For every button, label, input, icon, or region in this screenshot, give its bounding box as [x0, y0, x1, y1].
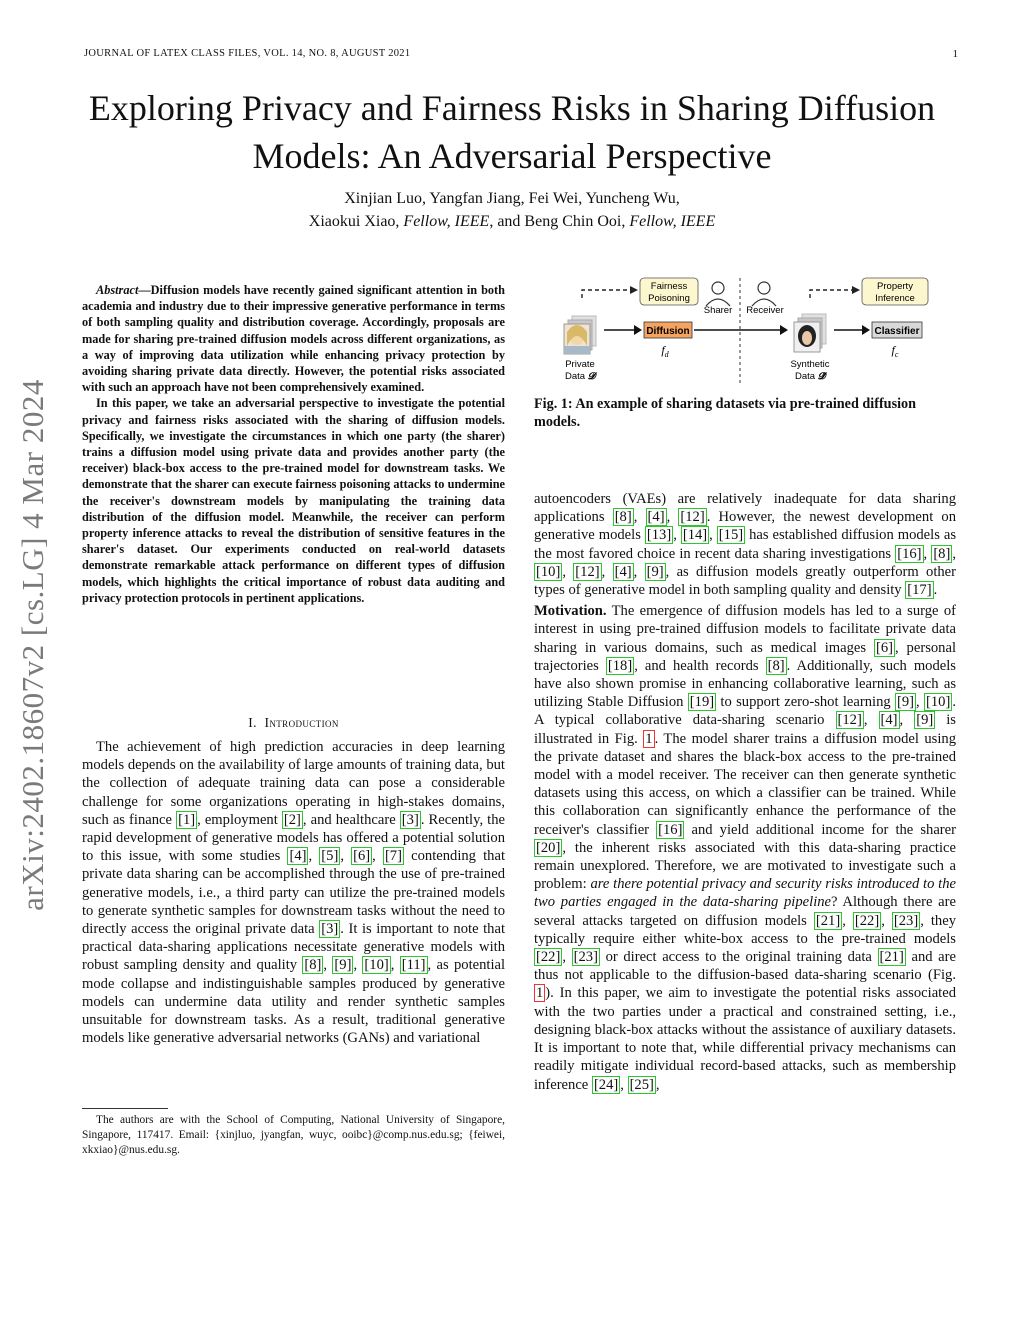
classifier-label: Classifier	[874, 326, 920, 337]
citation-link[interactable]: [21]	[815, 912, 841, 929]
citation-link[interactable]: [2]	[283, 811, 301, 828]
dashed-arrow-left	[582, 290, 630, 298]
fd-symbol: $f_d$	[661, 343, 669, 359]
citation-link[interactable]: [21]	[879, 949, 904, 966]
figure-link[interactable]: 1	[536, 985, 544, 1002]
receiver-label: Receiver	[746, 305, 784, 316]
private-data-label-1: Private	[565, 359, 595, 370]
citation-link[interactable]: [13]	[646, 527, 672, 544]
citation-link[interactable]: [3]	[401, 811, 419, 828]
sharer-label: Sharer	[703, 305, 733, 316]
paragraph-autoencoders: autoencoders (VAEs) are relatively inadequate for data sharing applications [8] , [4] , [12] . However, the newest development on generative models [13] , [14] , [15] has established diffusion models as the most favored choice in recent data sharing investigations [16] , [8] , [10] , [12] , [4] , [9] , as diffusion models greatly outperform other types of generative model in both sampling quality and density [17] .	[534, 491, 957, 599]
citation-link[interactable]: [8]	[767, 657, 785, 674]
citation-link[interactable]: [22]	[854, 912, 880, 929]
arxiv-stamp: arXiv:2402.18607v2 [cs.LG] 4 Mar 2024	[15, 379, 50, 911]
author-line-1: Xinjian Luo, Yangfan Jiang, Fei Wei, Yuncheng Wu,	[344, 190, 680, 207]
citation-link[interactable]: [10]	[364, 957, 389, 974]
citation-link[interactable]: [8]	[933, 545, 951, 562]
citation-link[interactable]: [14]	[682, 527, 708, 544]
introduction-text	[82, 738, 505, 1047]
citation-link[interactable]: [9]	[334, 957, 352, 974]
citation-link[interactable]: [8]	[614, 509, 632, 526]
citation-link[interactable]: [9]	[897, 694, 915, 711]
citation-link[interactable]: [8]	[304, 957, 322, 974]
citation-link[interactable]: [20]	[536, 839, 561, 856]
author-list	[120, 187, 904, 233]
receiver-person-icon	[752, 282, 776, 306]
footnote-rule	[82, 1108, 168, 1109]
arrowhead-icon	[852, 286, 860, 294]
citation-link[interactable]: [10]	[926, 694, 951, 711]
citation-link[interactable]: [9]	[916, 712, 934, 729]
citation-link[interactable]: [24]	[593, 1076, 619, 1093]
footnote: The authors are with the School of Computing, National University of Singapore, Singapore, 117417. Email: {xinjluo, jyangfan, wuyc, ooibc}@comp.nus.edu.sg; {feiwei, xkxiao}@nus.edu.sg.	[82, 1114, 505, 1156]
citation-link[interactable]: [7]	[384, 848, 402, 865]
citation-link[interactable]: [5]	[321, 848, 339, 865]
synthetic-data-image-stack	[794, 314, 826, 352]
intro-paragraph: The achievement of high prediction accuracies in deep learning models depends on the availability of large amounts of training data, but the collection of adequate training data can pose a considerable challenge for some organizations operating in high-stakes domains, such as finance [1] , employment [2] , and healthcare [3] . Recently, the rapid development of generative models has offered a potential solution to this issue, with some studies [4] , [5] , [6] , [7] contending that private data sharing can be accomplished through the use of pre-trained generative models, i.e., a third party can utilize the pre-trained models to generate synthetic samples for downstream tasks without the need to directly access the original private data [3] . It is important to note that practical data-sharing applications necessitate generative models with robust sampling density and quality [8] , [9] , [10] , [11] , as potential mode collapse and indistinguishable samples produced by generative models can undermine data utility and render synthetic samples unsuitable for downstream tasks. As a result, traditional generative models like generative adversarial networks (GANs) and variational	[82, 739, 506, 1047]
private-data-label-2: Data 𝓓	[564, 371, 596, 382]
citation-link[interactable]: [19]	[689, 694, 715, 711]
citation-link[interactable]: [23]	[893, 912, 919, 929]
citation-link[interactable]: [4]	[880, 712, 898, 729]
citation-link[interactable]: [4]	[289, 848, 307, 865]
citation-link[interactable]: [12]	[837, 712, 862, 729]
dashed-arrow-right	[810, 290, 852, 298]
citation-link[interactable]: [17]	[907, 582, 932, 599]
figure-1-caption: Fig. 1: An example of sharing datasets via pre-trained diffusion models.	[534, 396, 917, 430]
citation-link[interactable]: [6]	[353, 848, 371, 865]
citation-link[interactable]: [16]	[897, 545, 922, 562]
citation-link[interactable]: [1]	[178, 811, 196, 828]
diffusion-label: Diffusion	[646, 326, 690, 337]
abstract-paragraph-1: Abstract—Diffusion models have recently gained significant attention in both academia and industry due to their impressive generative performance in terms of both sampling quality and distribution coverage. Accordingly, proposals are made for sharing pre-trained diffusion models across different organizations, as a way of improving data utilization while enhancing privacy protection by avoiding sharing private data directly. However, the potential risks associated with such an approach have not been comprehensively examined.	[82, 283, 505, 395]
fairness-poisoning-label-2: Poisoning	[648, 293, 690, 304]
running-header: JOURNAL OF LATEX CLASS FILES, VOL. 14, NO. 8, AUGUST 2021	[84, 48, 411, 59]
sharer-person-icon	[706, 282, 730, 306]
page-number: 1	[952, 48, 958, 60]
citation-link[interactable]: [16]	[658, 821, 683, 838]
synthetic-data-label-2: Data 𝓓̂	[794, 371, 826, 382]
citation-link[interactable]: [4]	[647, 509, 665, 526]
citation-link[interactable]: [6]	[875, 639, 894, 656]
citation-link[interactable]: [4]	[614, 563, 632, 580]
property-inference-label-1: Property	[877, 281, 913, 292]
arrowhead-icon	[634, 325, 642, 335]
citation-link[interactable]: [15]	[718, 527, 744, 544]
citation-link[interactable]: [10]	[536, 563, 561, 580]
private-data-image-stack	[564, 316, 596, 354]
citation-link[interactable]: [11]	[401, 957, 426, 974]
abstract	[82, 282, 505, 606]
citation-link[interactable]: [12]	[680, 509, 705, 526]
right-column-text	[534, 490, 956, 1094]
author-line-2: Xiaokui Xiao, Fellow, IEEE, and Beng Chin Ooi, Fellow, IEEE	[308, 213, 716, 230]
citation-link[interactable]: [18]	[607, 657, 633, 674]
figure-link[interactable]: 1	[645, 730, 653, 747]
citation-link[interactable]: [22]	[536, 949, 561, 966]
citation-link[interactable]: [9]	[646, 563, 664, 580]
arrowhead-icon	[630, 286, 638, 294]
arrowhead-icon	[780, 325, 788, 335]
citation-link[interactable]: [12]	[575, 563, 600, 580]
citation-link[interactable]: [25]	[629, 1076, 654, 1093]
citation-link[interactable]: [23]	[573, 949, 598, 966]
citation-link[interactable]: [3]	[321, 921, 339, 938]
paper-title: Exploring Privacy and Fairness Risks in Sharing Diffusion Models: An Adversarial Perspective	[88, 88, 936, 176]
figure-1-diagram	[552, 276, 942, 388]
section-heading: I. Introduction	[248, 715, 339, 730]
fc-symbol: $f_c$	[891, 343, 899, 359]
property-inference-label-2: Inference	[875, 293, 915, 304]
fairness-poisoning-label-1: Fairness	[650, 281, 688, 292]
abstract-paragraph-2: In this paper, we take an adversarial perspective to investigate the potential privacy and fairness risks associated with the sharing of diffusion models. Specifically, we investigate the circumstances in which one party (the sharer) trains a diffusion model using private data and provides another party (the receiver) black-box access to the pre-trained model for downstream tasks. We demonstrate that the sharer can execute fairness poisoning attacks to undermine the receiver's downstream models by manipulating the training data distribution of the diffusion model. Meanwhile, the receiver can perform property inference attacks to reveal the distribution of sensitive features in the sharer's dataset. Our experiments conducted on real-world datasets demonstrate remarkable attack performance on different types of diffusion models, which highlights the critical importance of robust data auditing and privacy protection protocols in pertinent applications.	[82, 396, 505, 605]
arrowhead-icon	[862, 325, 870, 335]
synthetic-data-label-1: Synthetic	[790, 359, 830, 370]
paragraph-motivation: Motivation. The emergence of diffusion models has led to a surge of interest in using pre-trained diffusion models to facilitate private data sharing in various domains, such as medical images [6] , personal trajectories [18] , and health records [8] . Additionally, such models have also shown promise in enhancing collaborative learning, such as utilizing Stable Diffusion [19] to support zero-shot learning [9] , [10] . A typical collaborative data-sharing scenario [12] , [4] , [9] is illustrated in Fig. 1 . The model sharer trains a diffusion model using the private dataset and shares the black-box access to the pre-trained model with a model receiver. The receiver can then generate synthetic datasets using this access, on which a classifier can be trained. While this collaboration can significantly enhance the performance of the receiver's classifier [16] and yield additional income for the sharer [20] , the inherent risks associated with this data-sharing practice remain unexplored. Therefore, we are motivated to investigate such a problem: are there potential privacy and security risks introduced to the two parties engaged in the data-sharing pipeline? Although there are several attacks targeted on diffusion models [21] , [22] , [23] , they typically require either white-box access to the pre-trained models [22] , [23] or direct access to the original training data [21] and are thus not applicable to the diffusion-based data-sharing scenario (Fig. 1 ). In this paper, we aim to investigate the potential risks associated with the two parties under a practical and constrained setting, i.e., designing black-box attacks without the assistance of auxiliary datasets. It is important to note that, while differential privacy mechanisms can readily mitigate individual record-based attacks, such as membership inference [24] , [25] ,	[534, 603, 956, 1093]
